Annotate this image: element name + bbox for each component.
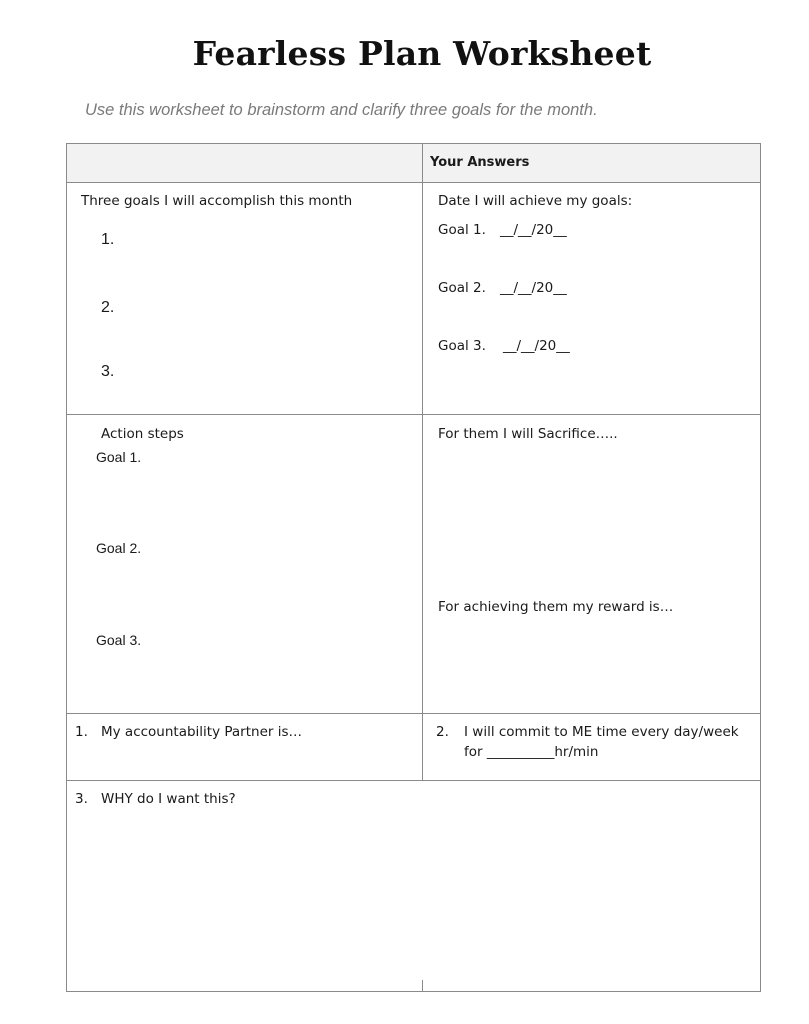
why-prompt[interactable]: WHY do I want this? <box>101 791 236 807</box>
row-divider <box>67 182 760 183</box>
worksheet-table <box>66 143 761 992</box>
action-goal-label[interactable]: Goal 2. <box>96 540 142 556</box>
goal-list-item[interactable]: 2. <box>101 299 115 316</box>
reward-prompt[interactable]: For achieving them my reward is… <box>438 599 674 615</box>
accountability-number: 1. <box>75 724 88 740</box>
goal-list-item[interactable]: 3. <box>101 363 115 380</box>
goal-date-field[interactable]: __/__/20__ <box>503 338 570 354</box>
action-steps-heading: Action steps <box>101 426 184 442</box>
sacrifice-prompt[interactable]: For them I will Sacrifice….. <box>438 426 618 442</box>
page-title: Fearless Plan Worksheet <box>192 34 652 73</box>
row-divider <box>67 713 760 714</box>
column-divider-stub <box>422 980 423 992</box>
goal-list-item[interactable]: 1. <box>101 231 115 248</box>
header-your-answers: Your Answers <box>430 155 530 170</box>
goal-date-label: Goal 1. <box>438 222 486 238</box>
me-time-number: 2. <box>436 724 449 740</box>
goal-date-field[interactable]: __/__/20__ <box>500 222 567 238</box>
goal-dates-heading: Date I will achieve my goals: <box>438 193 633 209</box>
why-number: 3. <box>75 791 88 807</box>
action-goal-label[interactable]: Goal 3. <box>96 632 142 648</box>
goal-date-label: Goal 2. <box>438 280 486 296</box>
column-divider <box>422 144 423 780</box>
goal-date-field[interactable]: __/__/20__ <box>500 280 567 296</box>
row-divider <box>67 414 760 415</box>
three-goals-heading: Three goals I will accomplish this month <box>81 193 353 209</box>
accountability-partner-prompt[interactable]: My accountability Partner is… <box>101 724 303 740</box>
page-subtitle: Use this worksheet to brainstorm and clarify three goals for the month. <box>85 101 598 119</box>
me-time-duration-field[interactable]: for __________hr/min <box>464 744 599 760</box>
action-goal-label[interactable]: Goal 1. <box>96 449 142 465</box>
row-divider <box>67 780 760 781</box>
me-time-prompt[interactable]: I will commit to ME time every day/week <box>464 724 739 740</box>
goal-date-label: Goal 3. <box>438 338 486 354</box>
table-header-row <box>67 144 760 182</box>
